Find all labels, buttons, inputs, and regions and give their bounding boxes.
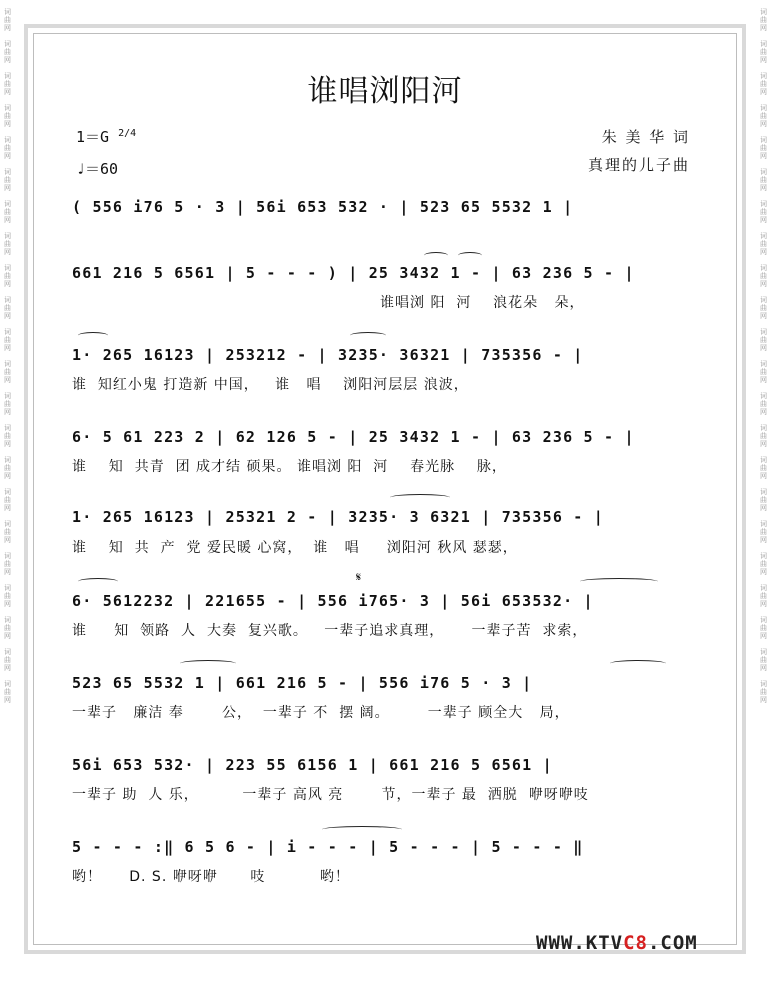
segno-mark: 𝄋	[356, 570, 362, 584]
lyric-row-6: 谁 知 领路 人 大奏 复兴歌。 一辈子追求真理， 一辈子苦 求索，	[72, 623, 588, 639]
slur-arc	[78, 578, 118, 585]
watermark-text: 词曲网	[3, 584, 12, 608]
watermark-text: 词曲网	[759, 328, 768, 352]
lyric-row-3: 谁 知红小鬼 打造新 中国， 谁 唱 浏阳河层层 浪波，	[72, 377, 469, 393]
watermark-text: 词曲网	[3, 648, 12, 672]
watermark-text: 词曲网	[759, 8, 768, 32]
url-suffix: .COM	[647, 932, 698, 954]
url-prefix: WWW.KTV	[536, 932, 624, 954]
slur-arc	[78, 332, 108, 339]
right-watermark-strip	[756, 0, 770, 982]
slur-arc	[424, 252, 448, 259]
watermark-text: 词曲网	[759, 456, 768, 480]
watermark-text: 词曲网	[3, 40, 12, 64]
key-signature-line	[76, 126, 136, 147]
watermark-text: 词曲网	[3, 488, 12, 512]
watermark-text: 词曲网	[3, 136, 12, 160]
notation-row-5: 1· 265 16123 | 25321 2 - | 3235· 3 6321 | 735356 - |	[72, 508, 604, 526]
notation-row-8: 56i 653 532· | 223 55 6156 1 | 661 216 5 6561 |	[72, 756, 553, 774]
watermark-text: 词曲网	[759, 200, 768, 224]
watermark-text: 词曲网	[759, 616, 768, 640]
watermark-text: 词曲网	[3, 616, 12, 640]
lyric-row-7: 一辈子 廉洁 奉 公， 一辈子 不 摆 阔。 一辈子 顾全大 局，	[72, 705, 570, 721]
tie-arc	[322, 826, 402, 833]
watermark-text: 词曲网	[759, 488, 768, 512]
watermark-text: 词曲网	[3, 232, 12, 256]
lyricist-credit: 朱 美 华 词	[601, 128, 690, 146]
slur-arc	[580, 578, 658, 585]
song-title: 谁唱浏阳河	[307, 74, 463, 109]
slur-arc	[180, 660, 236, 667]
watermark-text: 词曲网	[759, 104, 768, 128]
watermark-text: 词曲网	[759, 168, 768, 192]
time-signature: 2/4	[118, 128, 137, 139]
watermark-text: 词曲网	[759, 552, 768, 576]
notation-row-9: 5 - - - :‖ 6 5 6 - | i - - - | 5 - - - | 5 - - - ‖	[72, 838, 584, 856]
watermark-text: 词曲网	[3, 328, 12, 352]
watermark-text: 词曲网	[3, 680, 12, 704]
watermark-text: 词曲网	[3, 264, 12, 288]
watermark-text: 词曲网	[759, 680, 768, 704]
watermark-text: 词曲网	[759, 264, 768, 288]
watermark-text: 词曲网	[759, 392, 768, 416]
watermark-text: 词曲网	[759, 584, 768, 608]
notation-row-3: 1· 265 16123 | 253212 - | 3235· 36321 | 735356 - |	[72, 346, 584, 364]
watermark-text: 词曲网	[3, 552, 12, 576]
lyric-row-2: 谁唱浏 阳 河 浪花朵 朵，	[380, 295, 585, 311]
watermark-text: 词曲网	[759, 648, 768, 672]
watermark-text: 词曲网	[3, 456, 12, 480]
watermark-text: 词曲网	[759, 232, 768, 256]
watermark-text: 词曲网	[3, 200, 12, 224]
slur-arc	[390, 494, 450, 501]
watermark-text: 词曲网	[3, 168, 12, 192]
watermark-text: 词曲网	[3, 72, 12, 96]
site-watermark-url	[536, 932, 698, 954]
tempo-marking: ♩＝60	[76, 160, 119, 178]
slur-arc	[350, 332, 386, 339]
watermark-text: 词曲网	[3, 360, 12, 384]
notation-row-4: 6· 5 61 223 2 | 62 126 5 - | 25 3432 1 - | 63 236 5 - |	[72, 428, 635, 446]
watermark-text: 词曲网	[3, 8, 12, 32]
lyric-row-4: 谁 知 共青 团 成才结 硕果。 谁唱浏 阳 河 春光脉 脉，	[72, 459, 507, 475]
notation-row-6: 6· 5612232 | 221655 - | 556 i765· 3 | 56i 653532· |	[72, 592, 594, 610]
watermark-text: 词曲网	[3, 392, 12, 416]
watermark-text: 词曲网	[3, 424, 12, 448]
watermark-text: 词曲网	[759, 424, 768, 448]
notation-row-2: 661 216 5 6561 | 5 - - - ) | 25 3432 1 - | 63 236 5 - |	[72, 264, 635, 282]
notation-row-1: ( 556 i76 5 · 3 | 56i 653 532 · | 523 65 5532 1 |	[72, 198, 574, 216]
url-highlight: C8	[623, 932, 648, 954]
watermark-text: 词曲网	[759, 520, 768, 544]
composer-credit: 真理的儿子曲	[587, 156, 690, 174]
notation-row-7: 523 65 5532 1 | 661 216 5 - | 556 i76 5 · 3 |	[72, 674, 533, 692]
lyric-row-9: 哟！ D. S. 咿呀咿 吱 哟！	[72, 869, 350, 885]
watermark-text: 词曲网	[759, 72, 768, 96]
slur-arc	[610, 660, 666, 667]
watermark-text: 词曲网	[759, 360, 768, 384]
watermark-text: 词曲网	[759, 136, 768, 160]
watermark-text: 词曲网	[3, 104, 12, 128]
slur-arc	[458, 252, 482, 259]
key-signature: 1＝G	[76, 128, 110, 146]
watermark-text: 词曲网	[3, 296, 12, 320]
watermark-text: 词曲网	[759, 40, 768, 64]
watermark-text: 词曲网	[3, 520, 12, 544]
watermark-text: 词曲网	[759, 296, 768, 320]
lyric-row-8: 一辈子 助 人 乐， 一辈子 高风 亮 节，一辈子 最 洒脱 咿呀咿吱	[72, 787, 589, 803]
lyric-row-5: 谁 知 共 产 党 爱民暖 心窝， 谁 唱 浏阳河 秋风 瑟瑟，	[72, 540, 518, 556]
left-watermark-strip	[0, 0, 14, 982]
